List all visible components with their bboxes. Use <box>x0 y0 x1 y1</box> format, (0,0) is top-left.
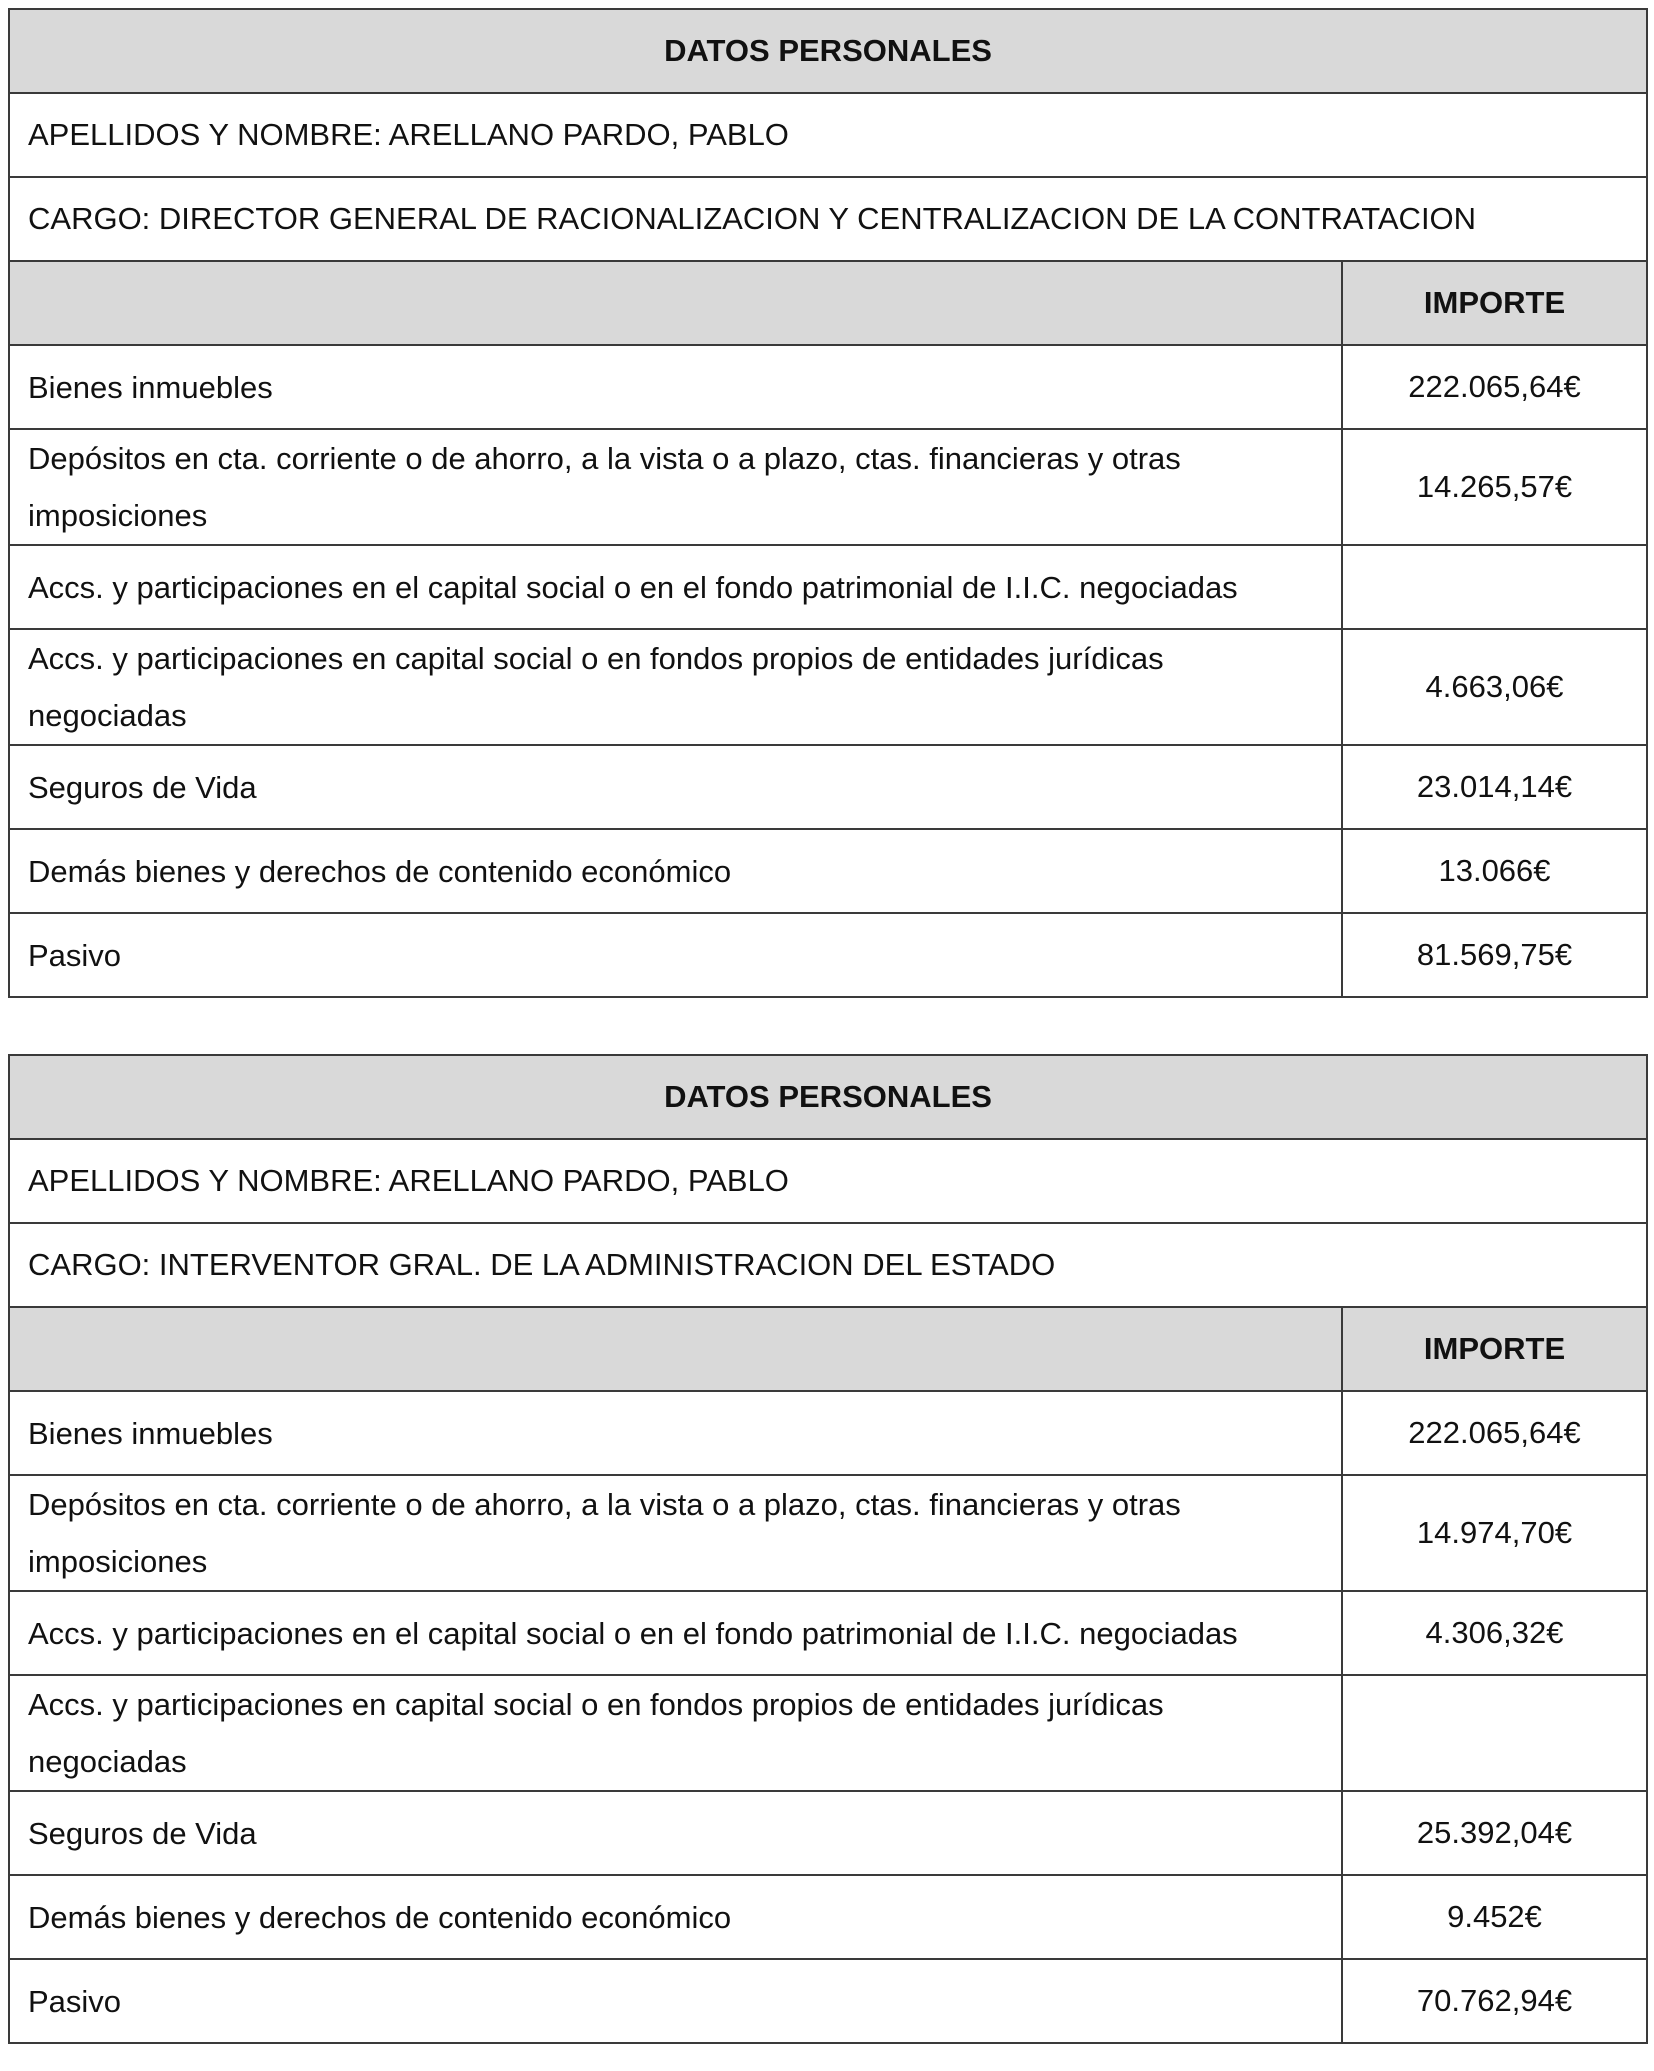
row-amount: 4.663,06€ <box>1342 629 1647 745</box>
row-amount: 25.392,04€ <box>1342 1791 1647 1875</box>
column-header-row <box>9 261 1647 345</box>
row-label: Accs. y participaciones en capital social o en fondos propios de entidades jurídicas negociadas <box>9 1675 1342 1791</box>
row-amount: 14.265,57€ <box>1342 429 1647 545</box>
row-amount: 23.014,14€ <box>1342 745 1647 829</box>
table-row <box>9 345 1647 429</box>
declaration-table-director-general <box>8 8 1648 998</box>
row-label: Accs. y participaciones en capital social o en fondos propios de entidades jurídicas negociadas <box>9 629 1342 745</box>
name-row <box>9 1139 1647 1223</box>
row-label: Bienes inmuebles <box>9 345 1342 429</box>
row-label: Bienes inmuebles <box>9 1391 1342 1475</box>
row-label: Pasivo <box>9 913 1342 997</box>
name-field: APELLIDOS Y NOMBRE: ARELLANO PARDO, PABLO <box>9 1139 1647 1223</box>
table-row <box>9 1875 1647 1959</box>
table-header-row <box>9 1055 1647 1139</box>
table-header-row <box>9 9 1647 93</box>
cargo-field: CARGO: INTERVENTOR GRAL. DE LA ADMINISTRACION DEL ESTADO <box>9 1223 1647 1307</box>
row-label: Depósitos en cta. corriente o de ahorro, a la vista o a plazo, ctas. financieras y otras imposiciones <box>9 429 1342 545</box>
table-row <box>9 1791 1647 1875</box>
row-label: Demás bienes y derechos de contenido económico <box>9 1875 1342 1959</box>
declaration-table-interventor-general <box>8 1054 1648 2044</box>
row-amount <box>1342 1675 1647 1791</box>
cargo-row <box>9 177 1647 261</box>
concept-column-header <box>9 1307 1342 1391</box>
row-amount: 70.762,94€ <box>1342 1959 1647 2043</box>
table-row <box>9 545 1647 629</box>
row-amount: 81.569,75€ <box>1342 913 1647 997</box>
row-amount: 9.452€ <box>1342 1875 1647 1959</box>
row-label: Depósitos en cta. corriente o de ahorro, a la vista o a plazo, ctas. financieras y otras imposiciones <box>9 1475 1342 1591</box>
row-label: Pasivo <box>9 1959 1342 2043</box>
row-label: Accs. y participaciones en el capital social o en el fondo patrimonial de I.I.C. negociadas <box>9 1591 1342 1675</box>
name-field: APELLIDOS Y NOMBRE: ARELLANO PARDO, PABLO <box>9 93 1647 177</box>
row-label: Accs. y participaciones en el capital social o en el fondo patrimonial de I.I.C. negociadas <box>9 545 1342 629</box>
amount-column-header: IMPORTE <box>1342 261 1647 345</box>
section-title: DATOS PERSONALES <box>9 9 1647 93</box>
cargo-field: CARGO: DIRECTOR GENERAL DE RACIONALIZACION Y CENTRALIZACION DE LA CONTRATACION <box>9 177 1647 261</box>
table-row <box>9 1591 1647 1675</box>
row-amount: 14.974,70€ <box>1342 1475 1647 1591</box>
table-row <box>9 1675 1647 1791</box>
name-row <box>9 93 1647 177</box>
row-label: Seguros de Vida <box>9 745 1342 829</box>
row-amount: 4.306,32€ <box>1342 1591 1647 1675</box>
table-row <box>9 829 1647 913</box>
section-title: DATOS PERSONALES <box>9 1055 1647 1139</box>
cargo-row <box>9 1223 1647 1307</box>
table-row <box>9 1959 1647 2043</box>
table-row <box>9 913 1647 997</box>
column-header-row <box>9 1307 1647 1391</box>
row-label: Seguros de Vida <box>9 1791 1342 1875</box>
table-row <box>9 1391 1647 1475</box>
row-amount: 222.065,64€ <box>1342 345 1647 429</box>
row-amount <box>1342 545 1647 629</box>
table-row <box>9 429 1647 545</box>
amount-column-header: IMPORTE <box>1342 1307 1647 1391</box>
row-label: Demás bienes y derechos de contenido económico <box>9 829 1342 913</box>
table-row <box>9 745 1647 829</box>
table-row <box>9 1475 1647 1591</box>
table-row <box>9 629 1647 745</box>
row-amount: 13.066€ <box>1342 829 1647 913</box>
concept-column-header <box>9 261 1342 345</box>
row-amount: 222.065,64€ <box>1342 1391 1647 1475</box>
